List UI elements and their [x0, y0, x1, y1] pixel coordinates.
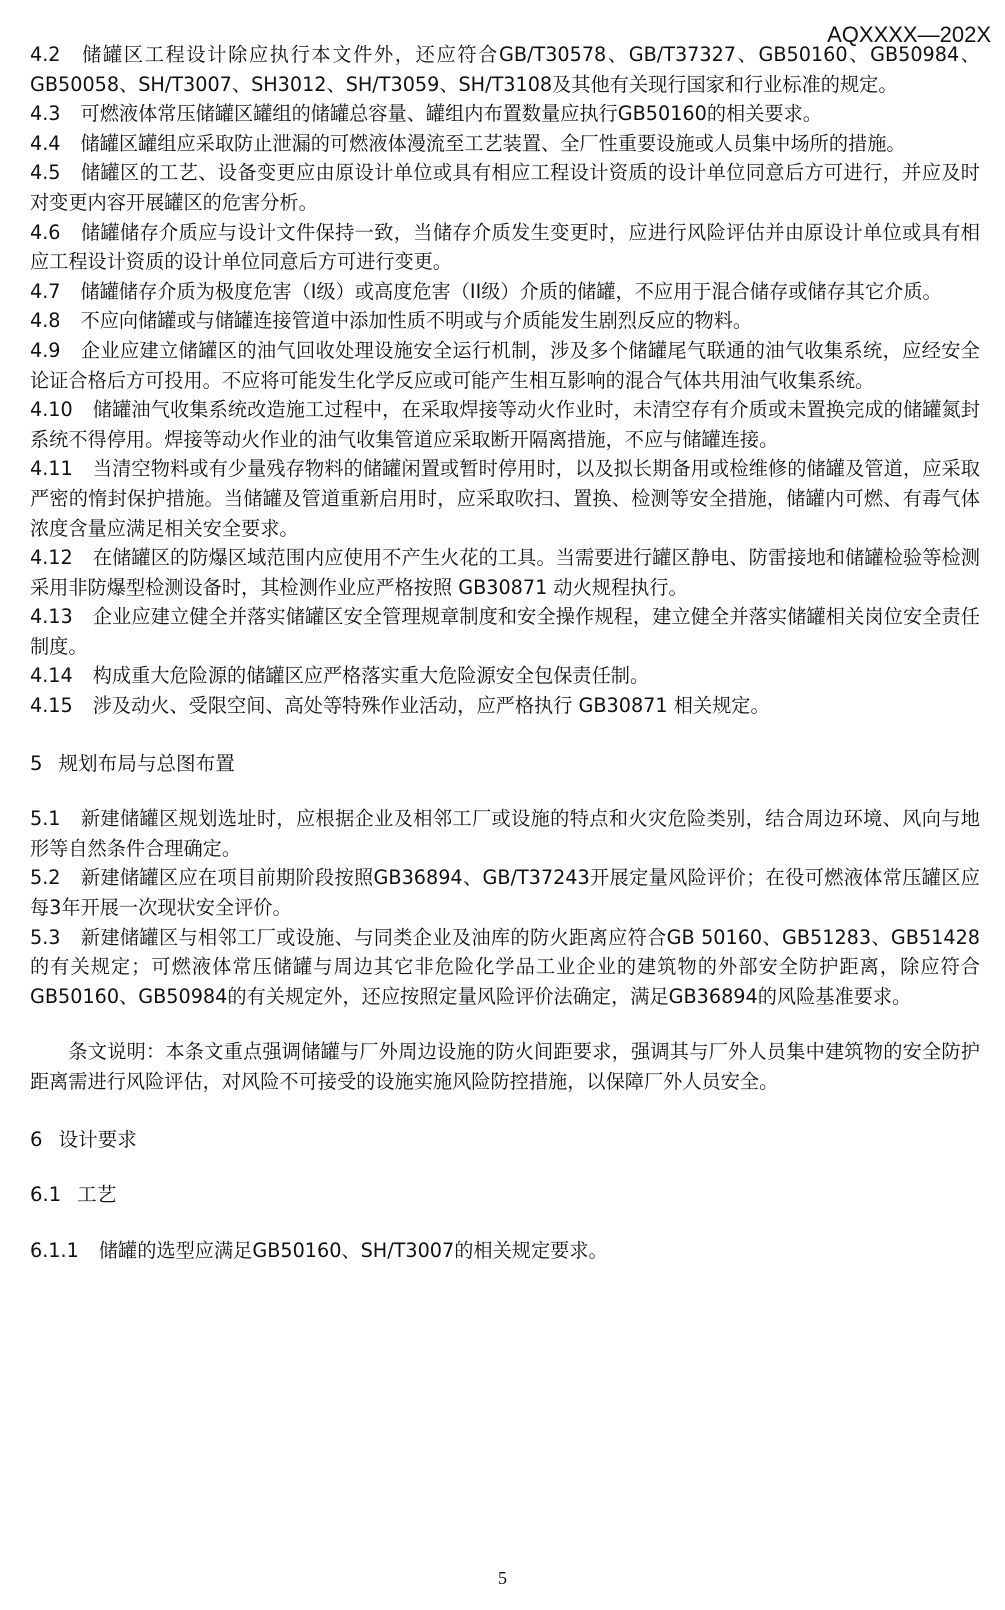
- clause-5-3: 5.3 新建储罐区与相邻工厂或设施、与同类企业及油库的防火距离应符合GB 50160、GB51283、GB51428的有关规定；可燃液体常压储罐与周边其它非危险化学品工业企业的建筑物的外部安全防护距离，除应符合GB50160、GB50984的有关规定外，还应按照定量风险评价法确定，满足GB36894的风险基准要求。: [30, 925, 980, 1008]
- document-code: AQXXXX—202X: [827, 22, 991, 47]
- clause-5-2: 5.2 新建储罐区应在项目前期阶段按照GB36894、GB/T37243开展定量风险评价；在役可燃液体常压罐区应每3年开展一次现状安全评价。: [30, 866, 980, 920]
- clause-4-3: 4.3 可燃液体常压储罐区罐组的储罐总容量、罐组内布置数量应执行GB50160的相关要求。: [30, 102, 822, 126]
- clause-4-6: 4.6 储罐储存介质应与设计文件保持一致，当储存介质发生变更时，应进行风险评估并由原设计单位或具有相应工程设计资质的设计单位同意后方可进行变更。: [30, 220, 980, 274]
- spacer: [30, 1097, 980, 1125]
- clause-4-14: 4.14 构成重大危险源的储罐区应严格落实重大危险源安全包保责任制。: [30, 664, 650, 688]
- clause-4-11: 4.11 当清空物料或有少量残存物料的储罐闲置或暂时停用时，以及拟长期备用或检维修的储罐及管道，应采取严密的惰封保护措施。当储罐及管道重新启用时，应采取吹扫、置换、检测等安全措施，储罐内可燃、有毒气体浓度含量应满足相关安全要求。: [30, 457, 980, 540]
- section-6-heading: 6 设计要求: [30, 1127, 137, 1151]
- spacer: [30, 1154, 980, 1180]
- clause-4-2: 4.2 储罐区工程设计除应执行本文件外，还应符合GB/T30578、GB/T37327、GB50160、GB50984、GB50058、SH/T3007、SH3012、SH/T3059、SH/T3108及其他有关现行国家和行业标准的规定。: [30, 43, 980, 96]
- spacer: [30, 721, 980, 749]
- page-number: 5: [498, 1568, 507, 1588]
- clause-4-13: 4.13 企业应建立健全并落实储罐区安全管理规章制度和安全操作规程，建立健全并落实储罐相关岗位安全责任制度。: [30, 605, 980, 658]
- section-5-heading: 5 规划布局与总图布置: [30, 751, 235, 775]
- clause-4-4: 4.4 储罐区罐组应采取防止泄漏的可燃液体漫流至工艺装置、全厂性重要设施或人员集中场所的措施。: [30, 131, 906, 155]
- clause-4-7: 4.7 储罐储存介质为极度危害（I级）或高度危害（II级）介质的储罐，不应用于混合储存或储存其它介质。: [30, 279, 942, 303]
- clause-explanation-note: 条文说明：本条文重点强调储罐与厂外周边设施的防火间距要求，强调其与厂外人员集中建筑物的安全防护距离需进行风险评估，对风险不可接受的设施实施风险防控措施，以保障厂外人员安全。: [30, 1040, 980, 1093]
- clause-6-1-1: 6.1.1 储罐的选型应满足GB50160、SH/T3007的相关规定要求。: [30, 1238, 608, 1262]
- section-6-1-heading: 6.1 工艺: [30, 1183, 117, 1207]
- clause-4-8: 4.8 不应向储罐或与储罐连接管道中添加性质不明或与介质能发生剧烈反应的物料。: [30, 309, 753, 333]
- section-5-clauses: [30, 804, 980, 1011]
- clause-4-5: 4.5 储罐区的工艺、设备变更应由原设计单位或具有相应工程设计资质的设计单位同意后方可进行，并应及时对变更内容开展罐区的危害分析。: [30, 161, 980, 214]
- clause-4-10: 4.10 储罐油气收集系统改造施工过程中，在采取焊接等动火作业时，未清空存有介质或未置换完成的储罐氮封系统不得停用。焊接等动火作业的油气收集管道应采取断开隔离措施，不应与储罐连接。: [30, 398, 980, 451]
- clause-5-1: 5.1 新建储罐区规划选址时，应根据企业及相邻工厂或设施的特点和火灾危险类别，结合周边环境、风向与地形等自然条件合理确定。: [30, 807, 980, 860]
- clause-4-12: 4.12 在储罐区的防爆区域范围内应使用不产生火花的工具。当需要进行罐区静电、防雷接地和储罐检验等检测采用非防爆型检测设备时，其检测作业应严格按照 GB30871 动火规程执行。: [30, 546, 980, 599]
- clause-4-9: 4.9 企业应建立储罐区的油气回收处理设施安全运行机制，涉及多个储罐尾气联通的油气收集系统，应经安全论证合格后方可投用。不应将可能发生化学反应或可能产生相互影响的混合气体共用油气收集系统。: [30, 338, 980, 392]
- spacer: [30, 1210, 980, 1236]
- spacer: [30, 778, 980, 804]
- clause-4-15: 4.15 涉及动火、受限空间、高处等特殊作业活动，应严格执行 GB30871 相关规定。: [30, 694, 770, 718]
- page-content: [30, 40, 980, 1265]
- spacer: [30, 1011, 980, 1037]
- section-4-clauses: [30, 40, 980, 721]
